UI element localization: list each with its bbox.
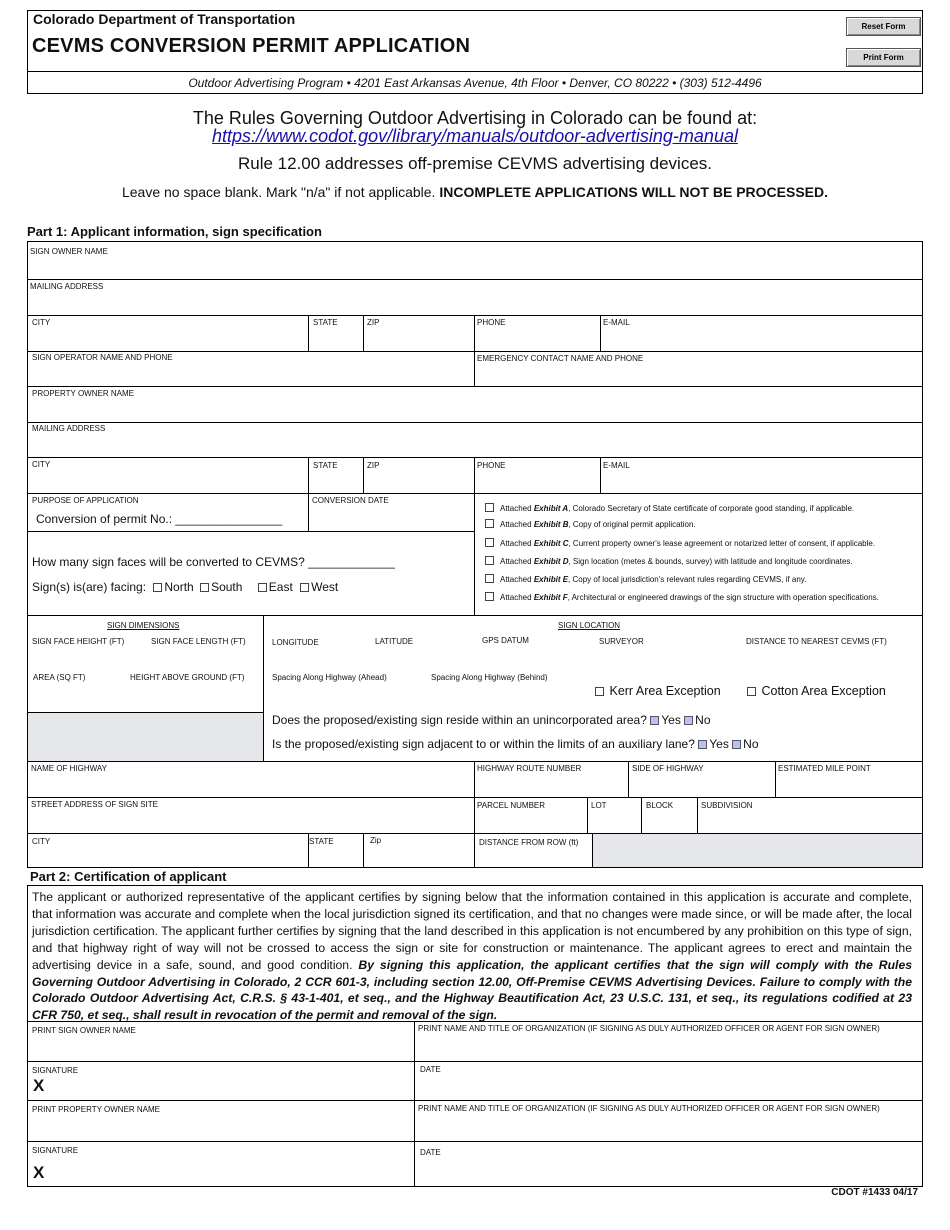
street-address-field[interactable]: STREET ADDRESS OF SIGN SITE [31,800,158,809]
exhibit-name: Exhibit A [533,504,569,513]
sign-faces-input[interactable]: _____________ [308,555,395,569]
part2-heading: Part 2: Certification of applicant [30,869,227,884]
certification-body: The applicant or authorized representative of the applicant certifies by signing below that the information contained in this application is accurate and complete, that information was accurate and complete when the local jurisdiction signed its certification, and that no changes were made since, or will be made after, the local jurisdiction certification. The applicant further certifies by signing that the land described in this application is not encumbered by any prohibition on this type of sign, and that highway right of way will not be crossed to access the sign or site for construction or maintenance. The applicant agrees to erect and maintain the advertising device in a safe, sound, and good condition. [32,890,912,972]
zip-field[interactable]: ZIP [367,318,380,327]
exhibit-prefix: Attached [500,575,534,584]
print-sign-owner-name-field[interactable]: PRINT SIGN OWNER NAME [32,1026,136,1035]
grey-filler-dimensions [28,713,263,761]
certification-text [32,889,912,1024]
state-field[interactable]: STATE [313,318,338,327]
exhibit-text: , Sign location (metes & bounds, survey) with latitude and longitude coordinates. [568,557,853,566]
print-org-title-field[interactable]: PRINT NAME AND TITLE OF ORGANIZATION (IF SIGNING AS DULY AUTHORIZED OFFICER OR AGENT FOR SIGN OWNER) [418,1024,880,1033]
unincorporated-yes-checkbox[interactable] [650,716,659,725]
form-number: CDOT #1433 04/17 [831,1187,918,1198]
exhibit-name: Exhibit B [533,520,569,529]
route-number-field[interactable]: HIGHWAY ROUTE NUMBER [477,764,582,773]
latitude-field[interactable]: LATITUDE [375,637,414,646]
kerr-label: Kerr Area Exception [609,684,721,698]
print-form-button[interactable]: Print Form [846,48,921,67]
auxiliary-yes-checkbox[interactable] [698,740,707,749]
rules-intro: The Rules Governing Outdoor Advertising in Colorado can be found at: [192,108,758,128]
form-title: CEVMS CONVERSION PERMIT APPLICATION [32,35,471,57]
lot-field[interactable]: LOT [591,801,607,810]
spacing-behind-field[interactable]: Spacing Along Highway (Behind) [431,673,548,682]
exhibit-d-item [485,556,853,566]
exhibit-prefix: Attached [500,593,534,602]
distance-from-row-field[interactable]: DISTANCE FROM ROW (ft) [479,838,579,847]
sign-operator-field[interactable]: SIGN OPERATOR NAME AND PHONE [32,353,173,362]
property-owner-date-field[interactable]: DATE [420,1148,441,1157]
sign-face-height-field[interactable]: SIGN FACE HEIGHT (FT) [32,637,125,646]
block-field[interactable]: BLOCK [646,801,674,810]
facing-south-checkbox[interactable] [200,583,209,592]
cotton-exception [747,684,886,698]
exhibit-name: Exhibit F [533,593,568,602]
exhibit-e-item [485,574,806,584]
facing-east-checkbox[interactable] [258,583,267,592]
property-phone-field[interactable]: PHONE [477,461,506,470]
sign-owner-date-field[interactable]: DATE [420,1065,441,1074]
email-field[interactable]: E-MAIL [603,318,630,327]
exhibit-text: , Architectural or engineered drawings of the sign structure with operation specifications. [567,593,879,602]
facing-label: Sign(s) is(are) facing: [32,580,147,594]
site-state-field[interactable]: STATE [309,837,334,846]
height-above-ground-field[interactable]: HEIGHT ABOVE GROUND (FT) [130,673,245,682]
longitude-field[interactable]: LONGITUDE [272,638,319,647]
facing-north-checkbox[interactable] [153,583,162,592]
auxiliary-question [272,737,759,751]
exhibit-prefix: Attached [500,504,534,513]
unincorporated-question [272,713,711,727]
conversion-permit-input[interactable]: Conversion of permit No.: ________________ [36,512,283,526]
print-property-owner-name-field[interactable]: PRINT PROPERTY OWNER NAME [32,1105,161,1114]
facing-row [32,580,338,594]
no-label: No [695,713,711,727]
signature-x-mark: X [33,1163,45,1182]
exhibit-e-checkbox[interactable] [485,574,494,583]
exhibit-a-item [485,503,854,513]
sign-faces-label: How many sign faces will be converted to CEVMS? [32,555,305,569]
gps-datum-field[interactable]: GPS DATUM [482,636,529,645]
auxiliary-no-checkbox[interactable] [732,740,741,749]
facing-south-label: South [211,580,243,594]
program-address: Outdoor Advertising Program • 4201 East Arkansas Avenue, 4th Floor • Denver, CO 80222 • (303) 512-4496 [188,76,762,90]
sign-faces-question [32,555,395,569]
leave-blank-text: Leave no space blank. Mark "n/a" if not applicable. [121,184,436,200]
sign-face-length-field[interactable]: SIGN FACE LENGTH (FT) [151,637,246,646]
exhibit-b-item [485,519,696,529]
exhibit-c-item [485,538,875,548]
facing-west-label: West [311,580,339,594]
exhibit-text: , Copy of original permit application. [568,520,696,529]
property-owner-signature-field[interactable]: SIGNATURE [32,1146,79,1155]
facing-north-label: North [164,580,194,594]
exhibit-name: Exhibit C [533,539,569,548]
exhibit-text: , Colorado Secretary of State certificate of corporate good standing, if applicable. [568,504,855,513]
conversion-date-field[interactable]: CONVERSION DATE [312,496,389,505]
side-of-highway-field[interactable]: SIDE OF HIGHWAY [632,764,704,773]
site-zip-field[interactable]: Zip [370,836,382,845]
reset-form-button[interactable]: Reset Form [846,17,921,36]
property-owner-field[interactable]: PROPERTY OWNER NAME [32,389,134,398]
property-state-field[interactable]: STATE [313,461,338,470]
mailing-address-field[interactable]: MAILING ADDRESS [30,282,104,291]
name-of-highway-field[interactable]: NAME OF HIGHWAY [31,764,107,773]
parcel-number-field[interactable]: PARCEL NUMBER [477,801,546,810]
sign-location-heading: SIGN LOCATION [558,621,621,630]
property-zip-field[interactable]: ZIP [367,461,380,470]
kerr-checkbox[interactable] [595,687,604,696]
property-mailing-address-field[interactable]: MAILING ADDRESS [32,424,106,433]
property-city-field[interactable]: CITY [32,460,51,469]
city-field[interactable]: CITY [32,318,51,327]
print-org-title-field-2[interactable]: PRINT NAME AND TITLE OF ORGANIZATION (IF SIGNING AS DULY AUTHORIZED OFFICER OR AGENT FOR SIGN OWNER) [418,1104,880,1113]
exhibit-prefix: Attached [500,520,534,529]
exhibit-text: , Current property owner's lease agreement or notarized letter of consent, if applicable. [568,539,876,548]
certification-bold: By signing this application, the applicant certifies that the sign will comply with the Rules Governing Outdoor Advertising in Colorado, 2 CCR 601-3, including section 12.00, Off-Premise CEVMS Advertising Devices. Failure to comply with the Colorado Outdoor Advertising Act, C.R.S. § 43-1-401, et seq., and the Highway Beautification Act, 23 U.S.C. 131, et seq., its regulations codified at 23 CFR 750, et seq., shall result in revocation of the permit and removal of the sign. [32,957,912,1023]
surveyor-field[interactable]: SURVEYOR [599,637,644,646]
exhibit-a-checkbox[interactable] [485,503,494,512]
exhibit-name: Exhibit E [533,575,569,584]
phone-field[interactable]: PHONE [477,318,506,327]
yes-label: Yes [709,737,729,751]
sign-owner-signature-field[interactable]: SIGNATURE [32,1066,79,1075]
yes-label: Yes [661,713,681,727]
facing-west-checkbox[interactable] [300,583,309,592]
exhibit-text: , Copy of local jurisdiction's relevant rules regarding CEVMS, if any. [568,575,807,584]
purpose-label: PURPOSE OF APPLICATION [32,496,139,505]
area-field[interactable]: AREA (SQ FT) [33,673,86,682]
exhibit-f-item [485,592,879,602]
exhibit-b-checkbox[interactable] [485,519,494,528]
rule-12-note: Rule 12.00 addresses off-premise CEVMS advertising devices. [237,154,713,173]
incomplete-warning: INCOMPLETE APPLICATIONS WILL NOT BE PROCESSED. [439,184,828,200]
instructions [0,184,950,200]
auxiliary-label: Is the proposed/existing sign adjacent to or within the limits of an auxiliary lane? [272,737,695,751]
rules-manual-link[interactable]: https://www.codot.gov/library/manuals/outdoor-advertising-manual [212,126,738,146]
subdivision-field[interactable]: SUBDIVISION [701,801,753,810]
emergency-contact-field[interactable]: EMERGENCY CONTACT NAME AND PHONE [477,354,644,363]
grey-filler-row [592,833,922,867]
signature-x-mark: X [33,1076,45,1095]
site-city-field[interactable]: CITY [32,837,51,846]
spacing-ahead-field[interactable]: Spacing Along Highway (Ahead) [272,673,387,682]
no-label: No [743,737,759,751]
exhibit-f-checkbox[interactable] [485,592,494,601]
cotton-label: Cotton Area Exception [761,684,886,698]
sign-dimensions-heading: SIGN DIMENSIONS [107,621,180,630]
distance-nearest-cevms-field[interactable]: DISTANCE TO NEAREST CEVMS (FT) [746,637,887,646]
mile-point-field[interactable]: ESTIMATED MILE POINT [778,764,871,773]
kerr-exception [595,684,721,698]
sign-owner-name-field[interactable]: SIGN OWNER NAME [30,247,108,256]
exhibit-prefix: Attached [500,557,534,566]
agency-name: Colorado Department of Transportation [33,11,296,27]
cotton-checkbox[interactable] [747,687,756,696]
part1-heading: Part 1: Applicant information, sign specification [27,224,322,239]
exhibit-prefix: Attached [500,539,534,548]
exhibit-name: Exhibit D [533,557,569,566]
property-email-field[interactable]: E-MAIL [603,461,630,470]
exhibit-c-checkbox[interactable] [485,538,494,547]
exhibit-d-checkbox[interactable] [485,556,494,565]
facing-east-label: East [268,580,293,594]
unincorporated-no-checkbox[interactable] [684,716,693,725]
unincorporated-label: Does the proposed/existing sign reside within an unincorporated area? [272,713,647,727]
